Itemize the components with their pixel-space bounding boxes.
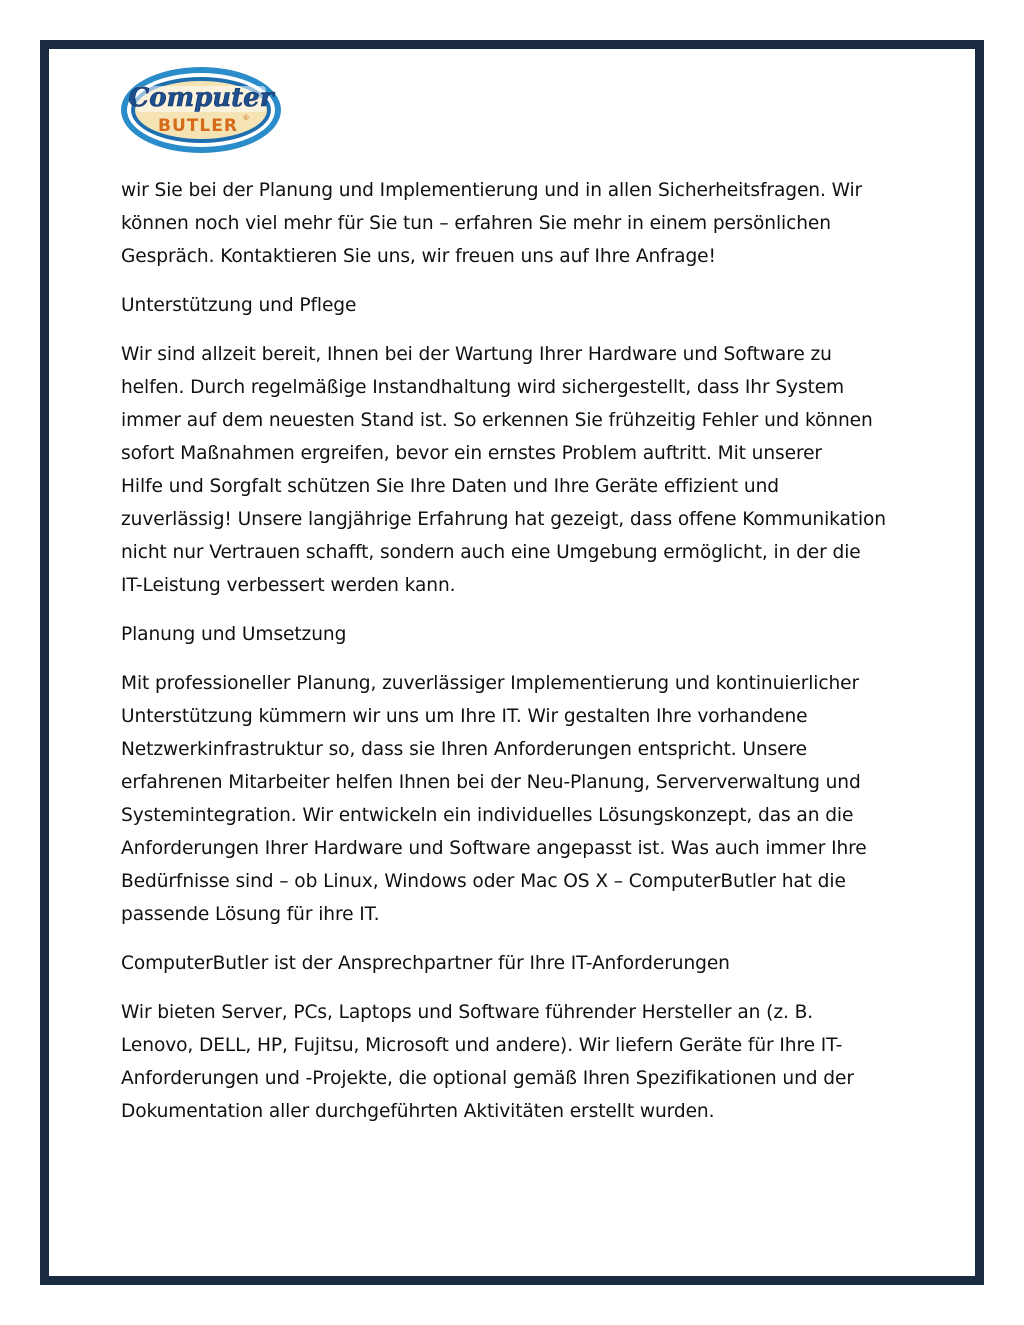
- text-line: Bedürfnisse sind – ob Linux, Windows oder Mac OS X – ComputerButler hat die: [121, 871, 846, 892]
- text-line: Wir sind allzeit bereit, Ihnen bei der Wartung Ihrer Hardware und Software zu: [121, 344, 832, 365]
- text-line: können noch viel mehr für Sie tun – erfahren Sie mehr in einem persönlichen: [121, 213, 831, 234]
- text-line: Lenovo, DELL, HP, Fujitsu, Microsoft und andere). Wir liefern Geräte für Ihre IT-: [121, 1035, 843, 1056]
- text-line: sofort Maßnahmen ergreifen, bevor ein ernstes Problem auftritt. Mit unserer: [121, 443, 822, 464]
- body-paragraph: [121, 338, 921, 602]
- svg-text:®: ®: [242, 114, 250, 122]
- body-paragraph: [121, 996, 921, 1128]
- svg-text:BUTLER: BUTLER: [158, 116, 238, 136]
- text-line: immer auf dem neuesten Stand ist. So erkennen Sie frühzeitig Fehler und können: [121, 410, 873, 431]
- text-line: IT-Leistung verbessert werden kann.: [121, 575, 456, 596]
- text-line: Dokumentation aller durchgeführten Aktivitäten erstellt wurden.: [121, 1101, 715, 1122]
- text-line: wir Sie bei der Planung und Implementierung und in allen Sicherheitsfragen. Wir: [121, 180, 863, 201]
- text-line: passende Lösung für ihre IT.: [121, 904, 380, 925]
- text-line: Anforderungen Ihrer Hardware und Software angepasst ist. Was auch immer Ihre: [121, 838, 867, 859]
- text-line: Unterstützung und Pflege: [121, 295, 357, 316]
- section-heading: [121, 947, 921, 980]
- text-line: erfahrenen Mitarbeiter helfen Ihnen bei der Neu-Planung, Serververwaltung und: [121, 772, 861, 793]
- body-paragraph: [121, 667, 921, 931]
- section-heading: [121, 618, 921, 651]
- text-line: Hilfe und Sorgfalt schützen Sie Ihre Daten und Ihre Geräte effizient und: [121, 476, 779, 497]
- text-line: Wir bieten Server, PCs, Laptops und Software führender Hersteller an (z. B.: [121, 1002, 814, 1023]
- text-line: Mit professioneller Planung, zuverlässiger Implementierung und kontinuierlicher: [121, 673, 860, 694]
- text-line: Systemintegration. Wir entwickeln ein individuelles Lösungskonzept, das an die: [121, 805, 854, 826]
- computerbutler-logo: [118, 64, 284, 156]
- body-paragraph: [121, 174, 921, 273]
- text-line: Netzwerkinfrastruktur so, dass sie Ihren Anforderungen entspricht. Unsere: [121, 739, 807, 760]
- text-line: Anforderungen und -Projekte, die optional gemäß Ihren Spezifikationen und der: [121, 1068, 854, 1089]
- logo-graphic: [118, 64, 284, 156]
- text-line: ComputerButler ist der Ansprechpartner für Ihre IT-Anforderungen: [121, 953, 730, 974]
- text-line: helfen. Durch regelmäßige Instandhaltung wird sichergestellt, dass Ihr System: [121, 377, 845, 398]
- text-line: Planung und Umsetzung: [121, 624, 347, 645]
- document-body: [121, 174, 921, 1144]
- text-line: Unterstützung kümmern wir uns um Ihre IT. Wir gestalten Ihre vorhandene: [121, 706, 808, 727]
- svg-text:Computer: Computer: [128, 83, 274, 113]
- text-line: nicht nur Vertrauen schafft, sondern auch eine Umgebung ermöglicht, in der die: [121, 542, 861, 563]
- section-heading: [121, 289, 921, 322]
- text-line: Gespräch. Kontaktieren Sie uns, wir freuen uns auf Ihre Anfrage!: [121, 246, 716, 267]
- text-line: zuverlässig! Unsere langjährige Erfahrung hat gezeigt, dass offene Kommunikation: [121, 509, 886, 530]
